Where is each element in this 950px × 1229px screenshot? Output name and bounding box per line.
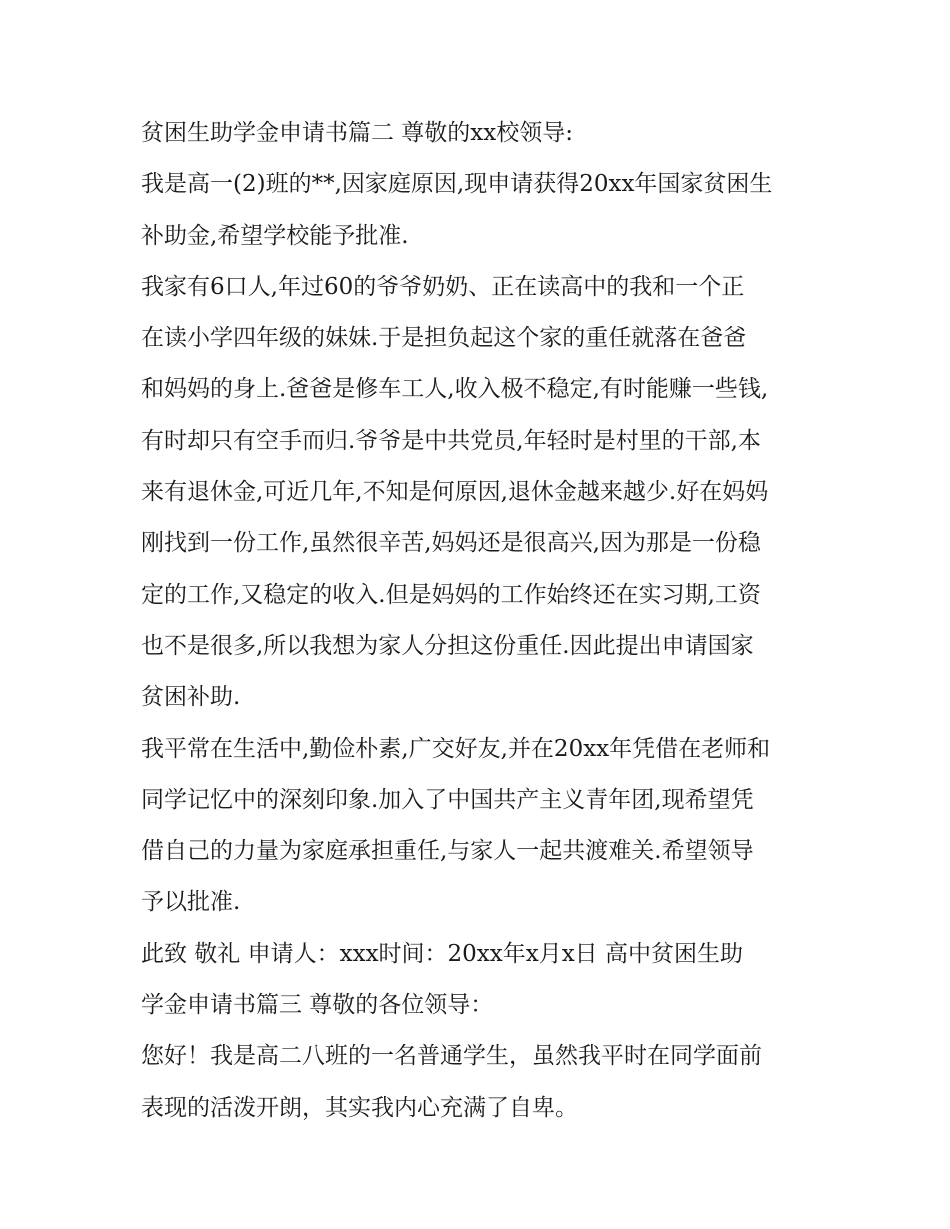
paragraph-personal-conduct: 我平常在生活中,勤俭朴素,广交好友,并在20xx年凭借在老师和 同学记忆中的深刻印象.加入了中国共产主义青年团,现希望凭 借自己的力量为家庭承担重任,与家人一起共渡难关.希望领导 予以批准. <box>141 735 771 916</box>
paragraph-heading-salutation: 贫困生助学金申请书篇二 尊敬的xx校领导: <box>141 120 574 146</box>
paragraph-family-situation: 我家有6口人,年过60的爷爷奶奶、正在读高中的我和一个正 在读小学四年级的妹妹.于是担负起这个家的重任就落在爸爸 和妈妈的身上.爸爸是修车工人,收入极不稳定,有时能赚一些钱, 有时却只有空手而归.爷爷是中共党员,年轻时是村里的干部,本 来有退休金,可近几年,不知是何原因,退休金越来越少.好在妈妈 刚找到一份工作,虽然很辛苦,妈妈还是很高兴,因为那是一份稳 定的工作,又稳定的收入.但是妈妈的工作始终还在实习期,工资 也不是很多,所以我想为家人分担这份重任.因此提出申请国家 贫困补助. <box>141 273 769 711</box>
paragraph-next-letter-opening: 您好！我是高二八班的一名普通学生，虽然我平时在同学面前 表现的活泼开朗，其实我内心充满了自卑。 <box>141 1043 762 1121</box>
document-body <box>141 108 821 1134</box>
paragraph-closing-signature: 此致 敬礼 申请人：xxx时间：20xx年x月x日 高中贫困生助 学金申请书篇三 尊敬的各位领导： <box>141 940 743 1019</box>
paragraph-application-intro: 我是高一(2)班的**,因家庭原因,现申请获得20xx年国家贫困生 补助金,希望学校能予批准. <box>141 171 773 249</box>
